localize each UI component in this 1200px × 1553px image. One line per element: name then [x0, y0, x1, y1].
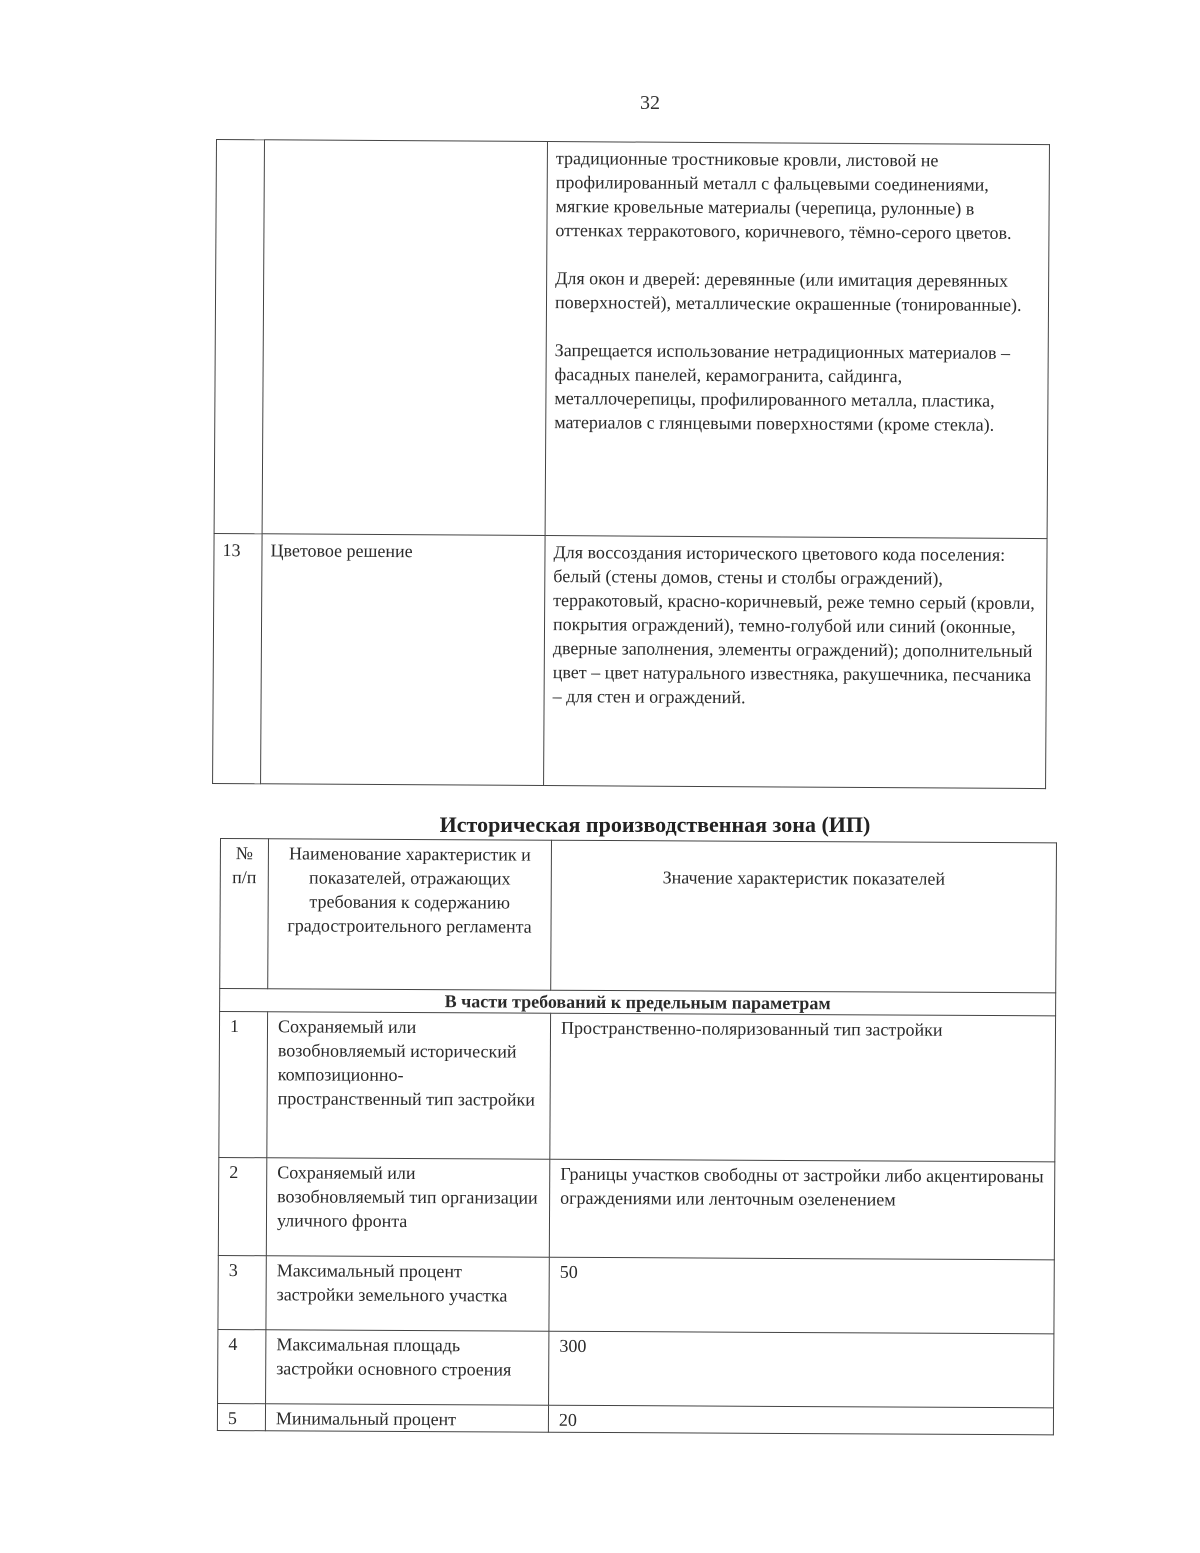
table-row — [217, 1403, 1053, 1434]
header-value: Значение характеристик показателей — [551, 840, 1057, 993]
zone-table — [217, 838, 1057, 1435]
section-title: Историческая производственная зона (ИП) — [439, 812, 871, 837]
paragraph: традиционные тростниковые кровли, листовой не профилированный металл с фальцевыми соединениями, мягкие кровельные материалы (черепица, рулонные) в оттенках терракотового, коричневого, тёмно-серого цветов. — [555, 148, 1012, 243]
row-number: 4 — [218, 1329, 266, 1403]
paragraph: Запрещается использование нетрадиционных материалов – фасадных панелей, керамогранита, сайдинга, металлочерепицы, профилированного металла, пластика, материалов с глянцевыми поверхностями (кроме стекла). — [554, 340, 1011, 435]
table-row — [214, 140, 1049, 539]
row-value: Границы участков свободны от застройки либо акцентированы ограждениями или ленточным озеленением — [549, 1159, 1055, 1260]
row-number — [214, 140, 264, 534]
table-row — [219, 1012, 1056, 1162]
table-row — [218, 1329, 1054, 1407]
table-header-row — [220, 839, 1057, 993]
row-value — [544, 536, 1048, 789]
page-number: 32 — [640, 92, 660, 114]
table-row — [218, 1157, 1055, 1259]
row-name — [262, 140, 547, 536]
row-value — [545, 142, 1049, 539]
paragraph: Для окон и дверей: деревянные (или имитация деревянных поверхностей), металлические окрашенные (тонированные). — [554, 268, 1022, 315]
row-value: 20 — [548, 1405, 1053, 1435]
row-name: Цветовое решение — [261, 534, 546, 786]
row-number: 5 — [217, 1403, 265, 1430]
subheader: В части требований к предельным параметрам — [220, 989, 1056, 1016]
row-number: 3 — [218, 1255, 266, 1329]
row-value: 300 — [549, 1331, 1054, 1408]
row-name: Сохраняемый или возобновляемый исторический композиционно-пространственный тип застройки — [267, 1012, 551, 1159]
row-value: 50 — [549, 1257, 1054, 1334]
row-name: Максимальная площадь застройки основного строения — [266, 1330, 549, 1405]
continued-table — [212, 139, 1050, 789]
row-value: Пространственно-поляризованный тип застройки — [550, 1013, 1056, 1162]
row-number: 13 — [213, 533, 263, 783]
row-name: Максимальный процент застройки земельного участка — [266, 1256, 549, 1331]
row-name: Сохраняемый или возобновляемый тип организации уличного фронта — [266, 1158, 550, 1257]
table-row — [218, 1255, 1054, 1333]
row-number: 1 — [219, 1012, 268, 1158]
header-name: Наименование характеристик и показателей, отражающих требования к содержанию градостроительного регламента — [268, 839, 552, 990]
row-name: Минимальный процент — [265, 1404, 548, 1432]
row-number: 2 — [218, 1157, 267, 1255]
paragraph: Для воссоздания исторического цветового кода поселения: белый (стены домов, стены и столбы ограждений), терракотовый, красно-коричневый, реже темно серый (кровли, покрытия ограждений), темно-голубой или синий (оконные, дверные заполнения, элементы ограждений); дополнительный цвет – цвет натурального известняка, ракушечника, песчаника – для стен и ограждений. — [552, 542, 1035, 708]
header-num: № п/п — [220, 839, 269, 989]
table-row — [213, 533, 1048, 788]
